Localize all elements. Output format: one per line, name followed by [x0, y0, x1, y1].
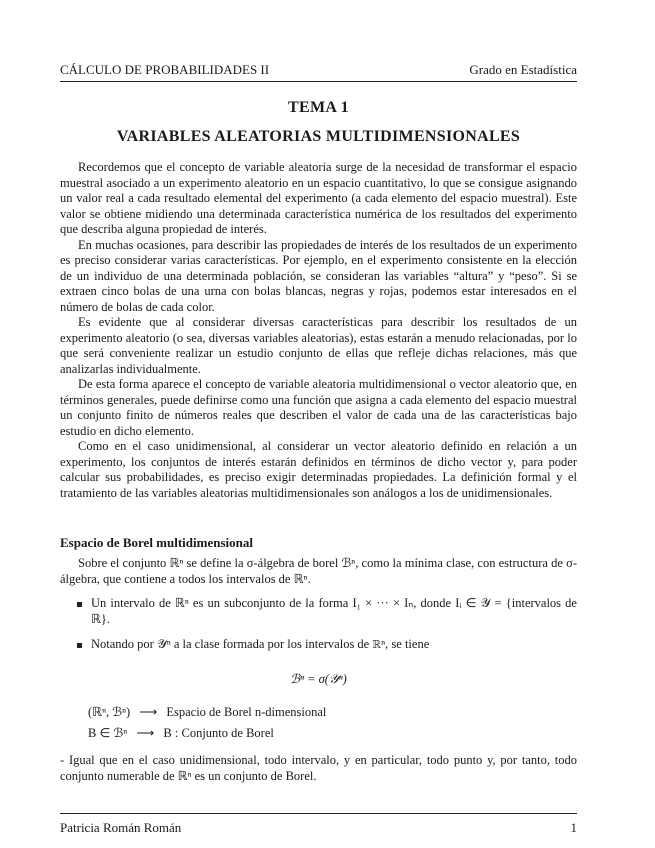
paragraph: De esta forma aparece el concepto de variable aleatoria multidimensional o vector aleatorio que, en términos generales, puede definirse como una función que asigna a cada elemento del espacio muestral un conjunto finito de números reales que describen el valor de cada una de las características bajo estudio en dicho elemento.: [60, 377, 577, 438]
paragraph: Como en el caso unidimensional, al considerar un vector aleatorio definido en relación a un experimento, los conjuntos de interés estarán definidos en términos de dicho vector y, para poder calcular sus probabilidades, es preciso exigir determinadas propiedades. La definición formal y el tratamiento de las variables aleatorias multidimensionales son análogos a los de unidimensionales.: [60, 439, 577, 500]
running-header: [60, 62, 577, 78]
bullet-list: [74, 596, 577, 663]
bullet-square-icon: [77, 643, 82, 648]
paragraph: En muchas ocasiones, para describir las propiedades de interés de los resultados de un experimento es preciso considerar varias características. Por ejemplo, en el experimento consistente en la elección de un individuo de una determinada población, se consideran las variables “altura” y “peso”. Si se extraen cinco bolas de una urna con bolas blancas, negras y rojas, podemos estar interesados en el número de bolas de cada color.: [60, 237, 577, 314]
list-item-text: Un intervalo de ℝⁿ es un subconjunto de la forma I₁ × ··· × Iₙ, donde Iᵢ ∈ 𝒴 = {intervalos de ℝ}.: [91, 596, 577, 626]
definition-rhs: B : Conjunto de Borel: [163, 726, 274, 740]
paragraph: Sobre el conjunto ℝⁿ se define la σ-álgebra de borel ℬⁿ, como la mínima clase, con estructura de σ-álgebra, que contiene a todos los intervalos de ℝⁿ.: [60, 556, 577, 586]
running-footer: [60, 820, 577, 836]
definition-line: [88, 725, 274, 741]
header-course-title: CÁLCULO DE PROBABILIDADES II: [60, 62, 270, 77]
list-item-text: Notando por 𝒴ⁿ a la clase formada por los intervalos de ℝⁿ, se tiene: [91, 637, 430, 651]
header-degree: Grado en Estadística: [469, 62, 577, 77]
list-item: [74, 596, 577, 627]
chapter-title: VARIABLES ALEATORIAS MULTIDIMENSIONALES: [116, 128, 521, 145]
definition-rhs: Espacio de Borel n-dimensional: [166, 705, 327, 719]
introduction-text: [60, 160, 577, 501]
section-heading: Espacio de Borel multidimensional: [60, 535, 253, 550]
paragraph: Es evidente que al considerar diversas características para describir los resultados de un experimento aleatorio (o sea, diversas variables aleatorias), estas estarán a menudo relacionadas, por lo que será conveniente realizar un estudio conjunto de ellas que refleje dichas relaciones, más que analizarlas individualmente.: [60, 315, 577, 376]
remark-text: - Igual que en el caso unidimensional, todo intervalo, y en particular, todo punto y, por tanto, todo conjunto numerable de ℝⁿ es un conjunto de Borel.: [60, 753, 577, 783]
bullet-square-icon: [77, 602, 82, 607]
long-right-arrow-icon: ⟶: [139, 705, 158, 719]
page-number: 1: [570, 820, 577, 835]
header-rule: [60, 81, 577, 82]
display-formula: ℬⁿ = σ(𝒴ⁿ): [290, 672, 347, 686]
definition-lhs: B ∈ ℬⁿ: [88, 726, 128, 740]
definition-line: [88, 704, 326, 720]
list-item: [74, 637, 577, 653]
chapter-number: TEMA 1: [288, 99, 349, 116]
long-right-arrow-icon: ⟶: [136, 726, 155, 740]
paragraph: Recordemos que el concepto de variable aleatoria surge de la necesidad de transformar el espacio muestral asociado a un experimento aleatorio en un espacio cuantitativo, lo que se consigue asignando un valor real a cada resultado elemental del experimento (a cada elemento del espacio muestral). Este valor se obtiene midiendo una determinada característica numérica de los resultados del experimento que describa alguna propiedad de interés.: [60, 160, 577, 236]
definition-lhs: (ℝⁿ, ℬⁿ): [88, 705, 131, 719]
borel-intro: [60, 556, 577, 587]
footer-rule: [60, 813, 577, 814]
footer-author: Patricia Román Román: [60, 820, 182, 835]
